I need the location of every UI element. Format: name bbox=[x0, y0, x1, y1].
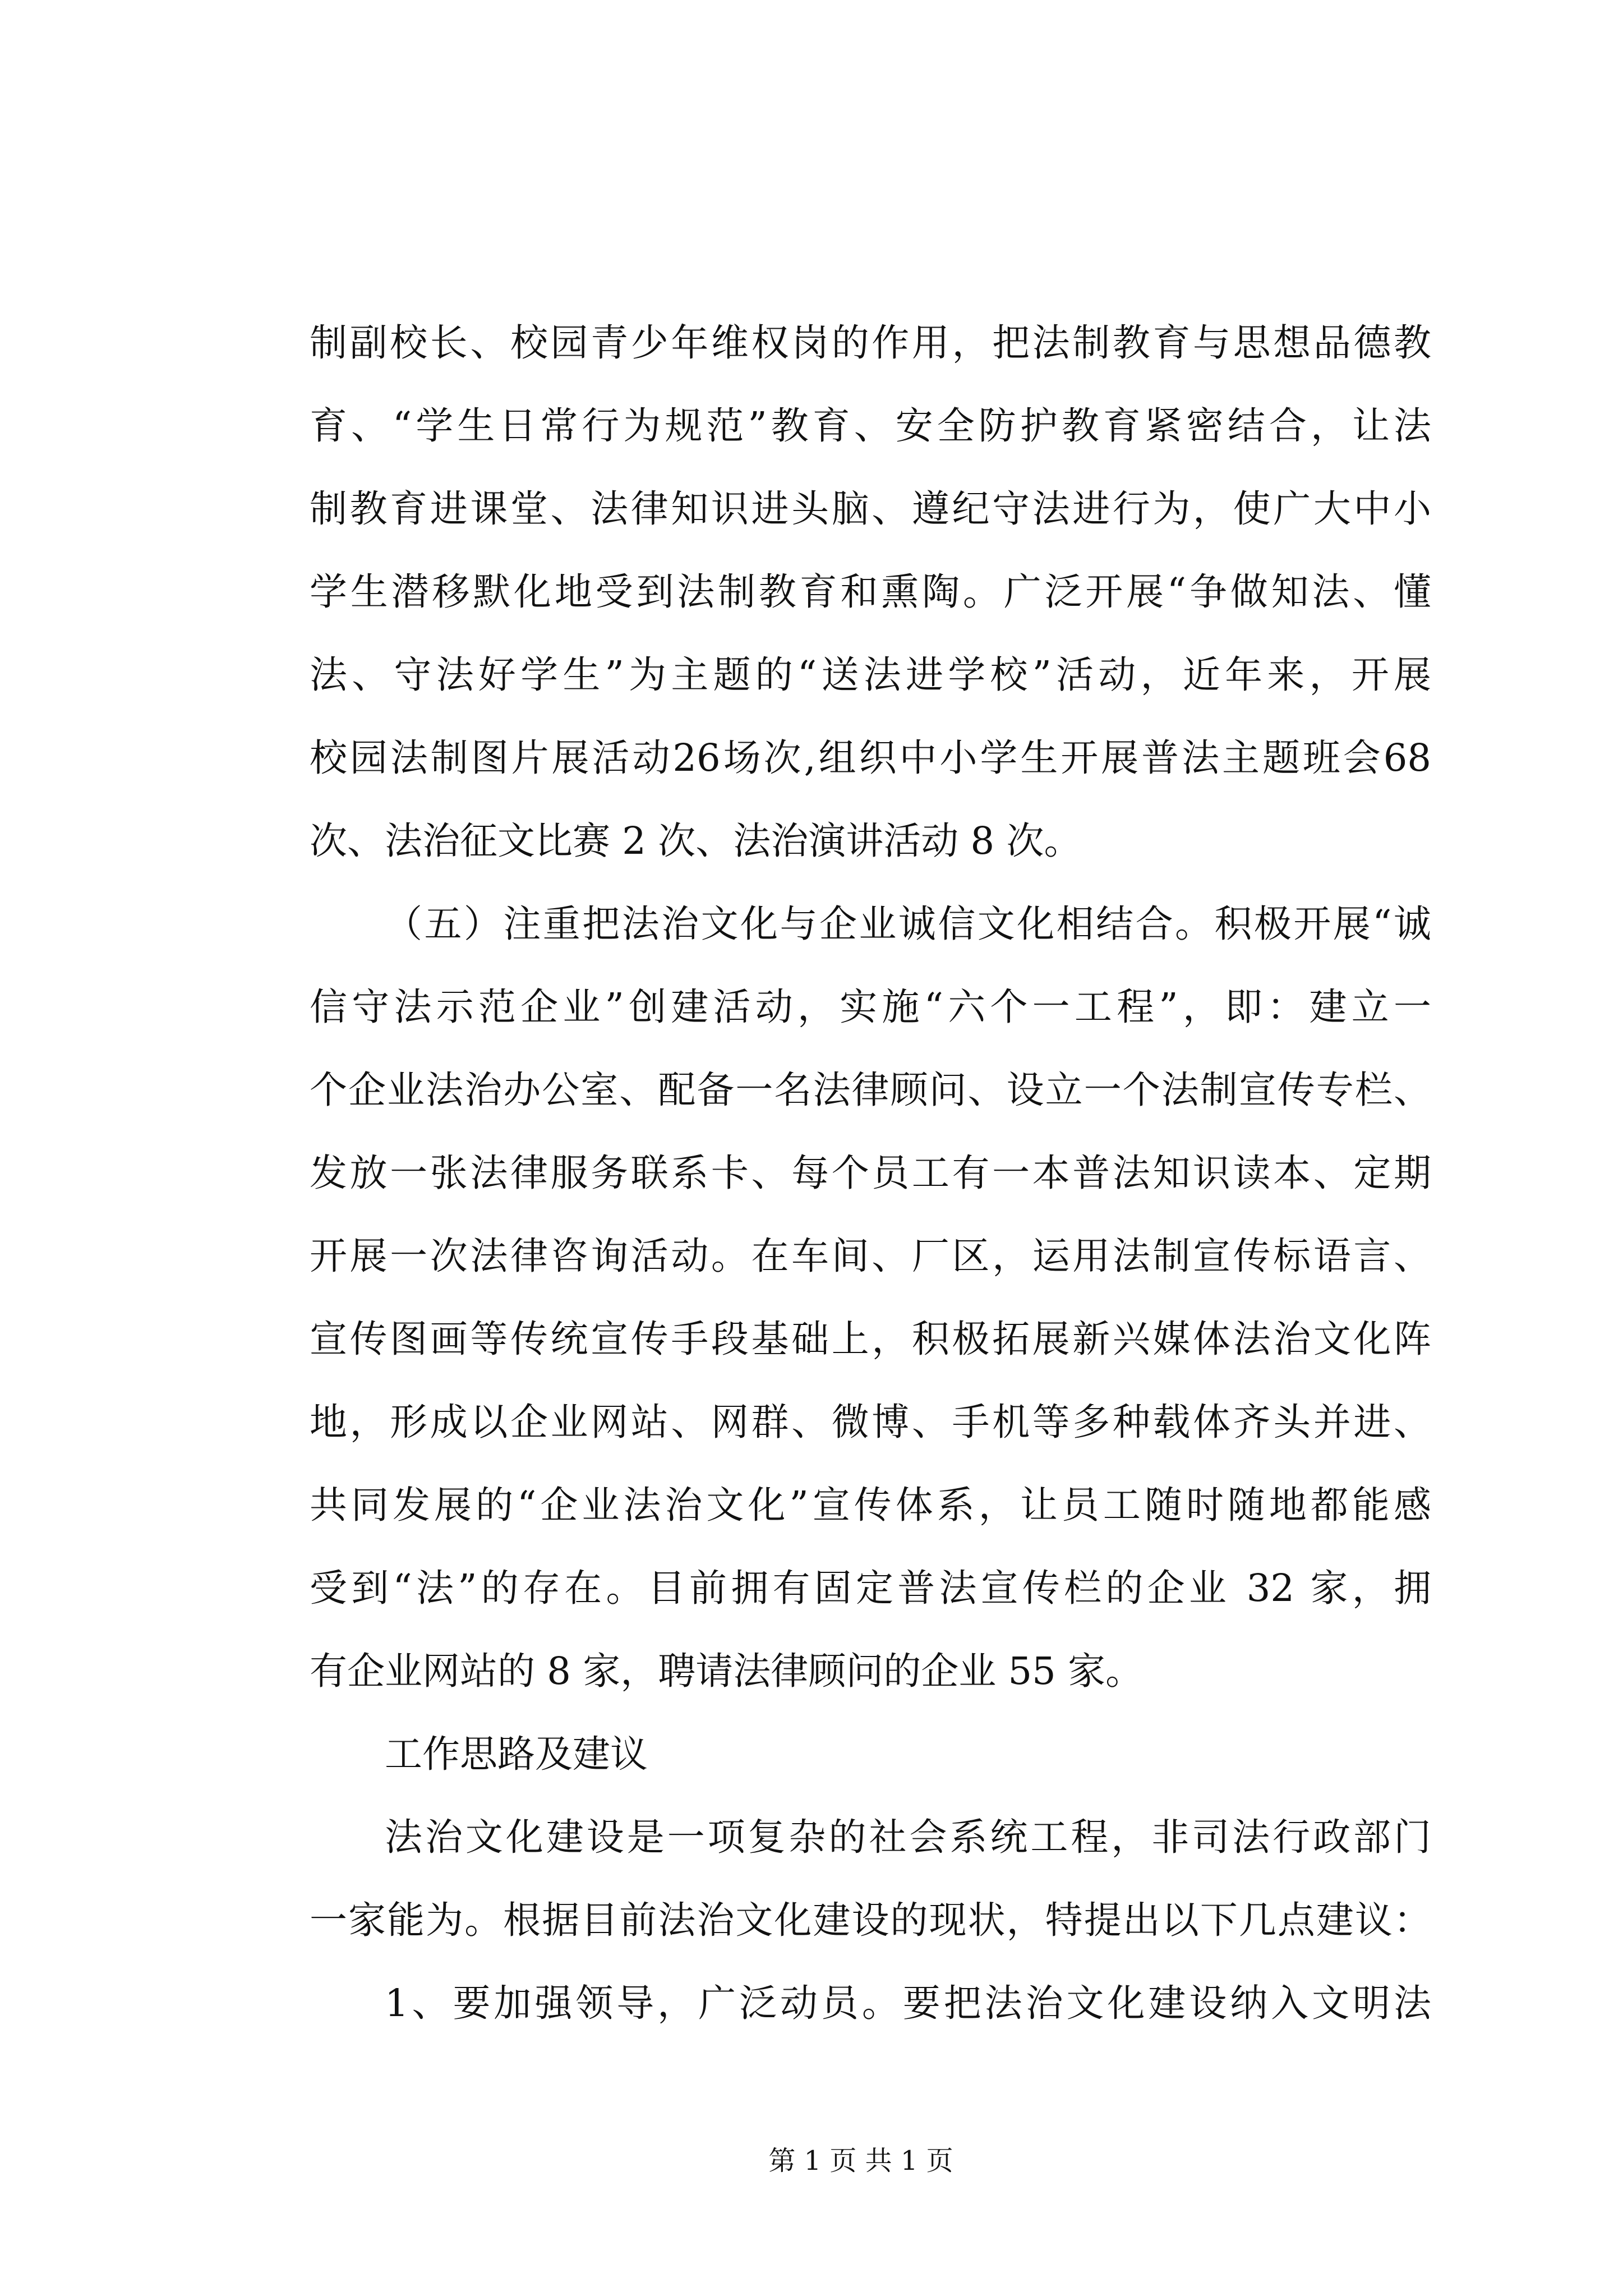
text-line: 有企业网站的 8 家，聘请法律顾问的企业 55 家。 bbox=[310, 1649, 1144, 1693]
text-line: 地，形成以企业网站、网群、微博、手机等多种载体齐头并进、 bbox=[310, 1400, 1431, 1444]
text-line: 校园法制图片展活动26场次,组织中小学生开展普法主题班会68 bbox=[310, 736, 1431, 780]
text-line: 制教育进课堂、法律知识进头脑、遵纪守法进行为，使广大中小 bbox=[310, 487, 1431, 531]
text-line: 宣传图画等传统宣传手段基础上，积极拓展新兴媒体法治文化阵 bbox=[310, 1317, 1431, 1361]
text-line: 信守法示范企业”创建活动，实施“六个一工程”，即：建立一 bbox=[310, 985, 1431, 1029]
text-line: 共同发展的“企业法治文化”宣传体系，让员工随时随地都能感 bbox=[310, 1483, 1431, 1527]
text-line: 次、法治征文比赛 2 次、法治演讲活动 8 次。 bbox=[310, 819, 1082, 863]
text-line: 制副校长、校园青少年维权岗的作用，把法制教育与思想品德教 bbox=[310, 321, 1431, 365]
body-text bbox=[310, 301, 1431, 2045]
text-line: 1、要加强领导，广泛动员。要把法治文化建设纳入文明法 bbox=[385, 1981, 1431, 2025]
text-line: （五）注重把法治文化与企业诚信文化相结合。积极开展“诚 bbox=[385, 902, 1431, 946]
text-line: 法治文化建设是一项复杂的社会系统工程，非司法行政部门 bbox=[385, 1815, 1431, 1859]
text-line: 育、“学生日常行为规范”教育、安全防护教育紧密结合，让法 bbox=[310, 404, 1431, 448]
section-heading: 工作思路及建议 bbox=[385, 1732, 648, 1776]
text-line: 法、守法好学生”为主题的“送法进学校”活动，近年来，开展 bbox=[310, 653, 1431, 697]
text-line: 一家能为。根据目前法治文化建设的现状，特提出以下几点建议： bbox=[310, 1898, 1431, 1942]
text-line: 个企业法治办公室、配备一名法律顾问、设立一个法制宣传专栏、 bbox=[310, 1068, 1431, 1112]
text-line: 受到“法”的存在。目前拥有固定普法宣传栏的企业 32 家，拥 bbox=[310, 1566, 1431, 1610]
text-line: 发放一张法律服务联系卡、每个员工有一本普法知识读本、定期 bbox=[310, 1151, 1431, 1195]
text-line: 学生潜移默化地受到法制教育和熏陶。广泛开展“争做知法、懂 bbox=[310, 570, 1431, 614]
text-line: 开展一次法律咨询活动。在车间、厂区，运用法制宣传标语言、 bbox=[310, 1234, 1431, 1278]
page-number-footer: 第 1 页 共 1 页 bbox=[768, 2145, 953, 2177]
